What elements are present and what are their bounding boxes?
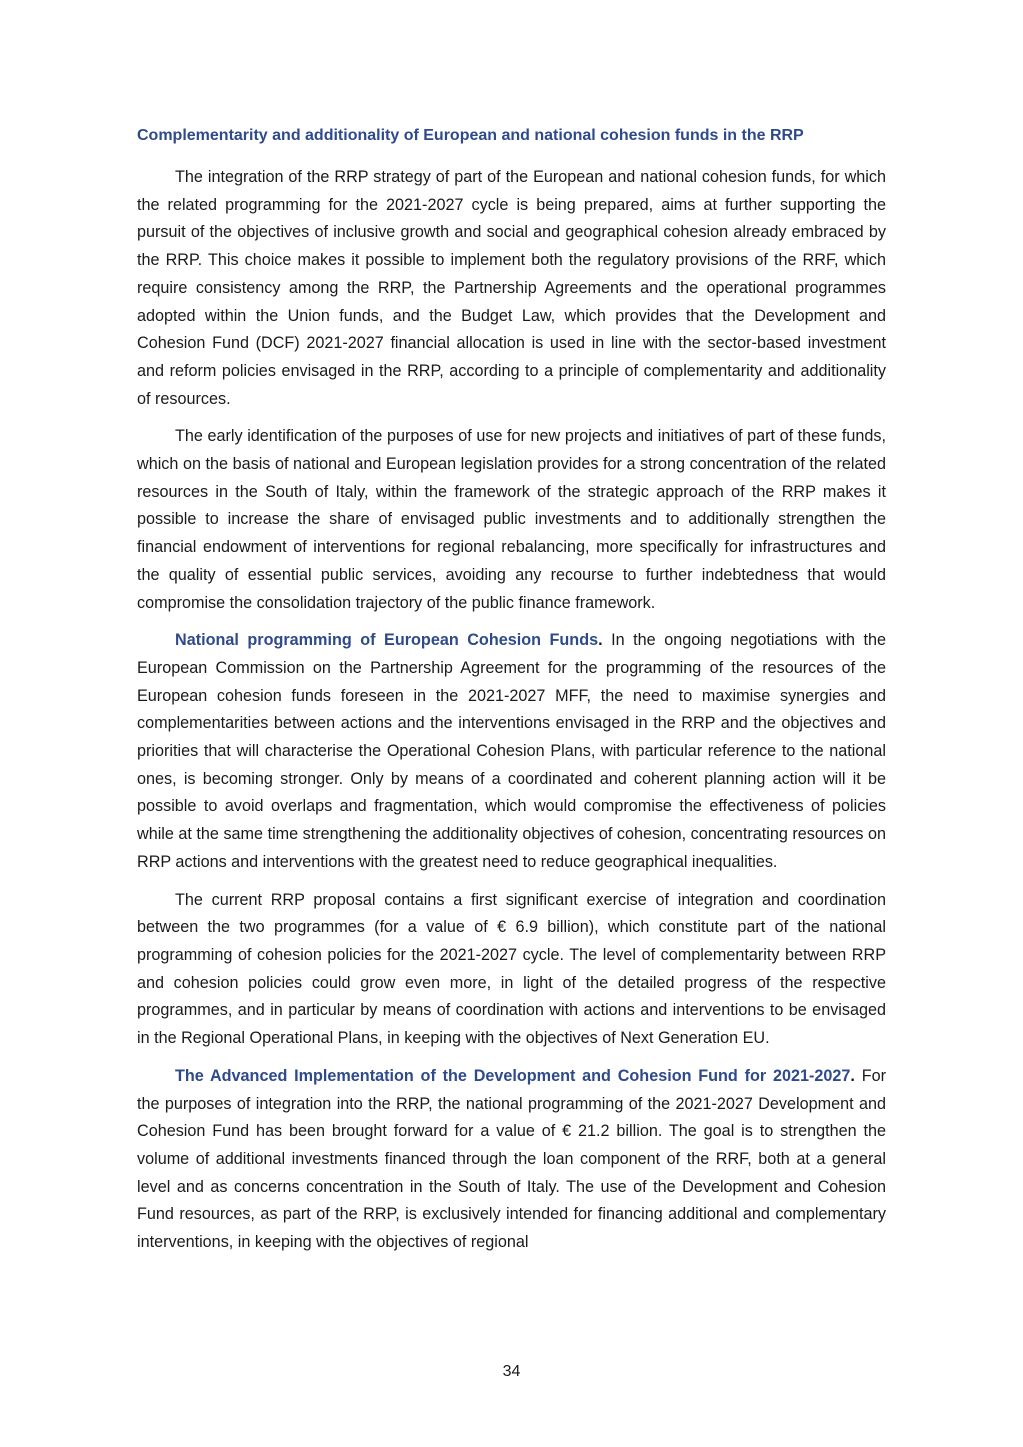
paragraph-2 bbox=[137, 423, 886, 617]
paragraph-text: The early identification of the purposes of use for new projects and initiatives of part of these funds, which on the basis of national and European legislation provides for a strong concentration of the related resources in the South of Italy, within the framework of the strategic approach of the RRP makes it possible to increase the share of envisaged public investments and to additionally strengthen the financial endowment of interventions for regional rebalancing, more specifically for infrastructures and the quality of essential public services, avoiding any recourse to further indebtedness that would compromise the consolidation trajectory of the public finance framework. bbox=[137, 427, 886, 612]
paragraph-lead-heading: The Advanced Implementation of the Development and Cohesion Fund for 2021-2027 bbox=[175, 1066, 851, 1085]
paragraph-5 bbox=[137, 1063, 886, 1257]
paragraph-text: In the ongoing negotiations with the European Commission on the Partnership Agreement for the programming of the resources of the European cohesion funds foreseen in the 2021-2027 MFF, the need to maximise synergies and complementarities between actions and the interventions envisaged in the RRP and the objectives and priorities that will characterise the Operational Cohesion Plans, with particular reference to the national ones, is becoming stronger. Only by means of a coordinated and coherent planning action will it be possible to avoid overlaps and fragmentation, which would compromise the effectiveness of policies while at the same time strengthening the additionality objectives of cohesion, concentrating resources on RRP actions and interventions with the greatest need to reduce geographical inequalities. bbox=[137, 631, 886, 871]
lead-period: . bbox=[598, 631, 603, 650]
paragraph-3 bbox=[137, 627, 886, 876]
document-page bbox=[137, 122, 886, 1267]
page-number: 34 bbox=[502, 1363, 521, 1380]
section-heading: Complementarity and additionality of European and national cohesion funds in the RRP bbox=[137, 127, 804, 144]
paragraph-lead-heading: National programming of European Cohesion Funds bbox=[175, 631, 599, 650]
paragraph-4 bbox=[137, 887, 886, 1053]
paragraph-text: The integration of the RRP strategy of part of the European and national cohesion funds, for which the related programming for the 2021-2027 cycle is being prepared, aims at further supporting the pursuit of the objectives of inclusive growth and social and geographical cohesion already embraced by the RRP. This choice makes it possible to implement both the regulatory provisions of the RRF, which require consistency among the RRP, the Partnership Agreements and the operational programmes adopted within the Union funds, and the Budget Law, which provides that the Development and Cohesion Fund (DCF) 2021-2027 financial allocation is used in line with the sector-based investment and reform policies envisaged in the RRP, according to a principle of complementarity and additionality of resources. bbox=[137, 168, 886, 408]
paragraph-1 bbox=[137, 164, 886, 413]
lead-period: . bbox=[850, 1066, 855, 1085]
paragraph-text: The current RRP proposal contains a first significant exercise of integration and coordination between the two programmes (for a value of € 6.9 billion), which constitute part of the national programming of cohesion policies for the 2021-2027 cycle. The level of complementarity between RRP and cohesion policies could grow even more, in light of the detailed progress of the respective programmes, and in particular by means of coordination with actions and interventions to be envisaged in the Regional Operational Plans, in keeping with the objectives of Next Generation EU. bbox=[137, 890, 886, 1048]
paragraph-text: For the purposes of integration into the RRP, the national programming of the 2021-2027 Development and Cohesion Fund has been brought forward for a value of € 21.2 billion. The goal is to strengthen the volume of additional investments financed through the loan component of the RRF, both at a general level and as concerns concentration in the South of Italy. The use of the Development and Cohesion Fund resources, as part of the RRP, is exclusively intended for financing additional and complementary interventions, in keeping with the objectives of regional bbox=[137, 1066, 886, 1252]
